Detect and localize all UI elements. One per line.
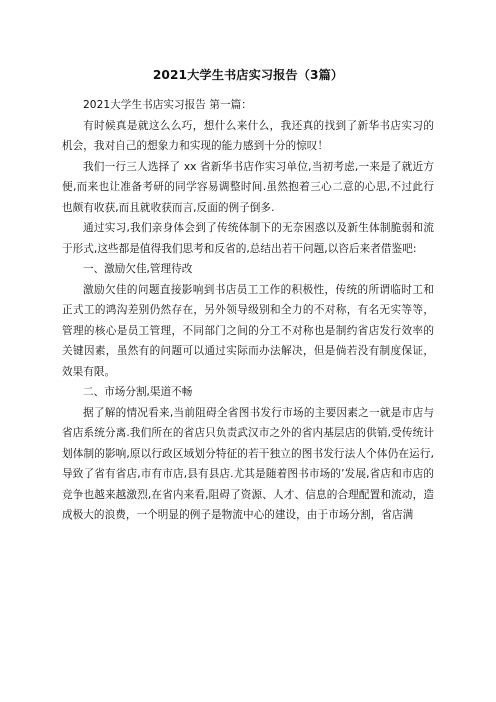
paragraph-selection: 我们一行三人选择了 xx 省新华书店作实习单位,当初考虑,一来是了就近方便,而来也让准备考研的同学容易调整时间.虽然抱着三心二意的心思,不过此行也颇有收获,而且就收获而言,反面的例子倒多.: [62, 160, 434, 214]
document-title: 2021大学生书店实习报告（3篇）: [152, 68, 344, 82]
section-heading-market: 二、市场分割,渠道不畅: [83, 386, 193, 398]
paragraph-summary: 通过实习,我们亲身体会到了传统体制下的无奈困惑以及新生体制脆弱和流于形式,这些都是值得我们思考和反省的,总结出若干问题,以咨后来者借鉴吧:: [62, 222, 434, 255]
document-body: [62, 66, 434, 526]
paragraph-intro: 有时候真是就这么么巧，想什么来什么，我还真的找到了新华书店实习的机会，我对自己的想象力和实现的能力感到十分的惊叹！: [62, 119, 434, 152]
section-heading-incentives: 一、激励欠佳,管理待改: [83, 263, 193, 275]
section-body-market: 据了解的情况看来,当前阻碍全省图书发行市场的主要因素之一就是市店与省店系统分离.我们所在的省店只负责武汉市之外的省内基层店的供销,受传统计划体制的影响,原以行政区域划分特征的若干独立的图书发行法人个体仍在运行,导致了省有省店,市有市店,县有县店.尤其是随着图书市场的’发展,省店和市店的竞争也越来越激烈,在省内来看,阻碍了资源、人才、信息的合理配置和流动，造成极大的浪费，一个明显的例子是物流中心的建设，由于市场分割，省店满: [62, 406, 434, 521]
section-body-incentives: 激励欠佳的问题直接影响到书店员工工作的积极性，传统的所谓临时工和正式工的鸿沟差别仍然存在，另外领导级别和全力的不对称，有名无实等等，管理的核心是员工管理，不同部门之间的分工不对称也是制约省店发行效率的关键因素，虽然有的问题可以通过实际而办法解决，但是倘若没有制度保证，效果有限。: [62, 283, 434, 378]
report-subtitle: 2021大学生书店实习报告 第一篇：: [83, 99, 252, 111]
